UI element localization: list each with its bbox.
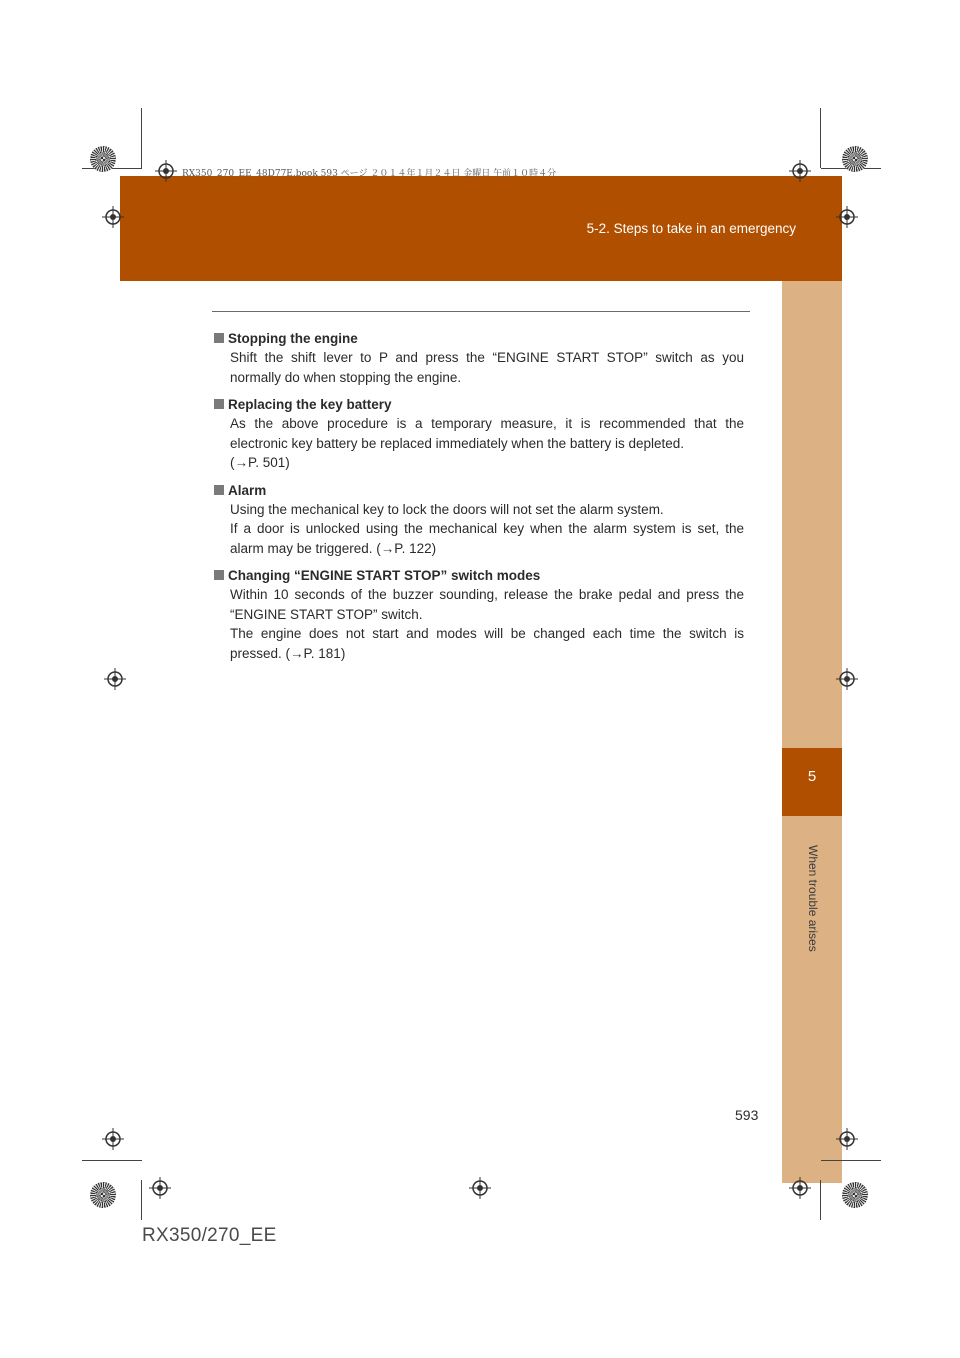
content-body [214,330,744,672]
item-title: Changing “ENGINE START STOP” switch modes [214,567,744,585]
registration-target-icon [149,1177,171,1199]
crop-mark [821,1160,881,1161]
registration-target-icon [789,160,811,182]
registration-target-icon [836,1128,858,1150]
crop-mark [141,108,142,168]
paragraph: Using the mechanical key to lock the doors will not set the alarm system. [230,501,664,517]
item-text [230,414,744,473]
registration-target-icon [102,1128,124,1150]
registration-target-icon [469,1177,491,1199]
registration-target-icon [789,1177,811,1199]
item-title: Replacing the key battery [214,396,744,414]
paragraph: If a door is unlocked using the mechanical key when the alarm system is set, the alarm may be triggered. (→P. 122) [230,521,744,556]
item-title: Stopping the engine [214,330,744,348]
print-starburst-icon [842,1182,868,1208]
chapter-label: When trouble arises [806,845,820,952]
paragraph: Within 10 seconds of the buzzer sounding, release the brake pedal and press the “ENGINE START STOP” switch. [230,587,744,622]
info-item [214,482,744,559]
item-title: Alarm [214,482,744,500]
square-bullet-icon [214,333,224,343]
square-bullet-icon [214,485,224,495]
page-number: 593 [735,1107,759,1123]
paragraph: Shift the shift lever to P and press the “ENGINE START STOP” switch as you normally do when stopping the engine. [230,350,744,385]
registration-target-icon [104,668,126,690]
crop-mark [82,1160,142,1161]
registration-target-icon [102,206,124,228]
registration-target-icon [836,668,858,690]
model-code: RX350/270_EE [142,1225,277,1246]
crop-mark [141,1180,142,1220]
registration-target-icon [155,160,177,182]
chapter-side-tab [782,281,842,1183]
print-file-note: RX350_270_EE_48D77E.book 593 ページ ２０１４年１月２４日 金曜日 午前１０時４分 [182,169,557,179]
paragraph: The engine does not start and modes will be changed each time the switch is pressed. (→P. 181) [230,626,744,661]
registration-target-icon [836,206,858,228]
crop-mark [820,1180,821,1220]
square-bullet-icon [214,399,224,409]
info-item [214,330,744,387]
square-bullet-icon [214,570,224,580]
content-divider [212,311,750,312]
item-text [230,348,744,387]
print-starburst-icon [90,1182,116,1208]
section-title: 5-2. Steps to take in an emergency [586,221,796,236]
item-text [230,585,744,663]
info-item [214,567,744,663]
print-starburst-icon [842,146,868,172]
chapter-number: 5 [807,768,817,785]
info-item [214,396,744,473]
section-header-band [120,176,842,281]
page-reference-link[interactable]: (→P. 501) [230,455,290,470]
item-text [230,500,744,559]
paragraph: As the above procedure is a temporary measure, it is recommended that the electronic key battery be replaced immediately when the battery is depleted. [230,416,744,451]
crop-mark [820,108,821,168]
print-starburst-icon [90,146,116,172]
